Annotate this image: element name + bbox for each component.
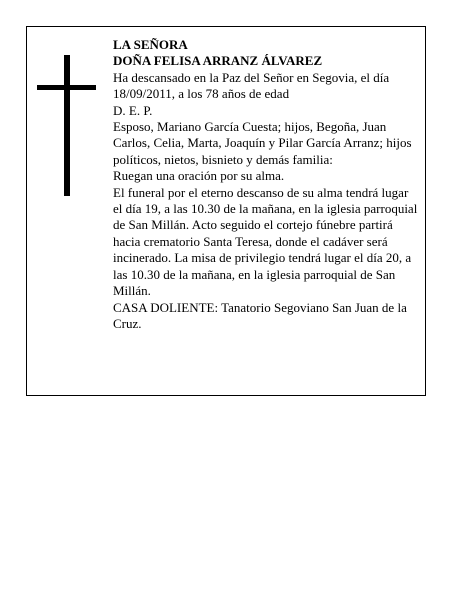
obituary-text: [113, 37, 420, 332]
deceased-name: DOÑA FELISA ARRANZ ÁLVAREZ: [113, 53, 323, 69]
cross-icon-crossbar: [37, 85, 96, 90]
funeral-details: El funeral por el eterno descanso de su alma tendrá lugar el día 19, a las 10.30 de la mañana, en la iglesia parroquial de San Millán. Acto seguido el cortejo fúnebre partirá hacia crematorio Santa Teresa, donde el cadáver será incinerado. La misa de privilegio tendrá lugar el día 20, a las 10.30 de la mañana, en la iglesia parroquial de San Millán.: [113, 184, 418, 299]
dep-line: D. E. P.: [113, 102, 153, 118]
family-list: Esposo, Mariano García Cuesta; hijos, Begoña, Juan Carlos, Celia, Marta, Joaquín y Pilar García Arranz; hijos políticos, nietos, bisnieto y demás familia:: [113, 119, 412, 167]
mourning-house: CASA DOLIENTE: Tanatorio Segoviano San Juan de la Cruz.: [113, 299, 407, 331]
prayer-request: Ruegan una oración por su alma.: [113, 168, 285, 184]
death-announcement: Ha descansado en la Paz del Señor en Segovia, el día 18/09/2011, a los 78 años de edad: [113, 69, 390, 102]
cross-icon: [64, 55, 70, 196]
heading: LA SEÑORA: [113, 37, 188, 52]
